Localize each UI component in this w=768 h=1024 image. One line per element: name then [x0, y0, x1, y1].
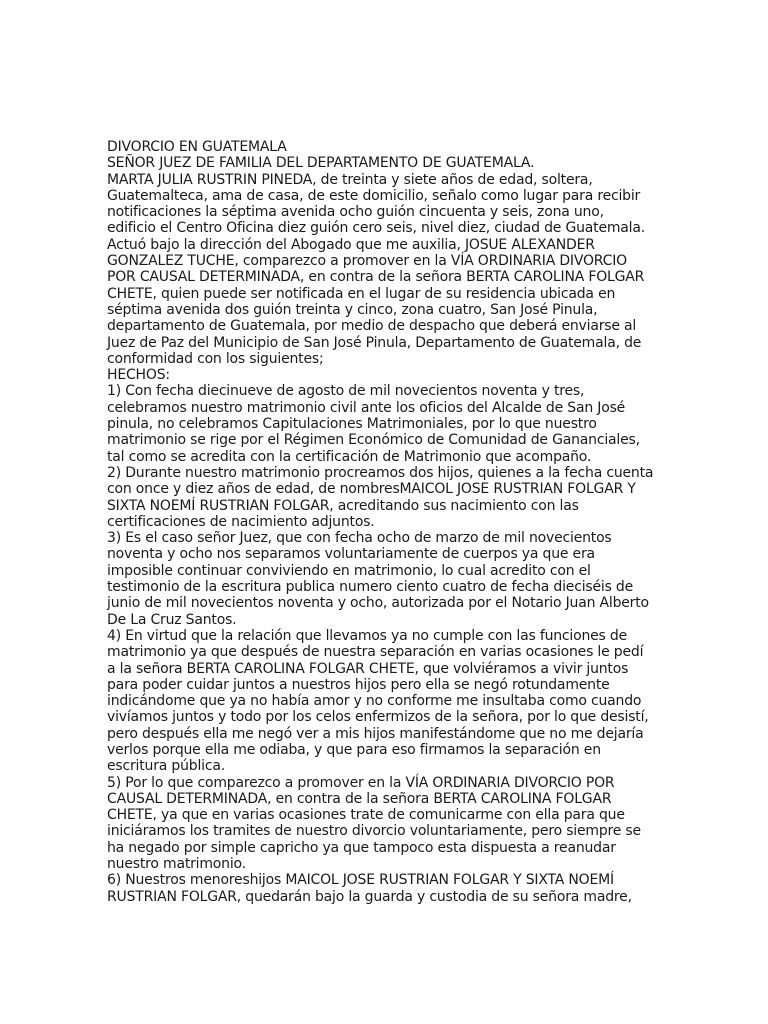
document-line: 6) Nuestros menoreshijos MAICOL JOSE RUSTRIAN FOLGAR Y SIXTA NOEMÍ	[107, 872, 614, 889]
document-line: séptima avenida dos guión treinta y cinco, zona cuatro, San José Pinula,	[107, 301, 598, 318]
document-line: noventa y ocho nos separamos voluntariamente de cuerpos ya que era	[107, 546, 595, 563]
document-line: tal como se acredita con la certificación de Matrimonio que acompaño.	[107, 448, 592, 465]
document-body	[107, 139, 667, 905]
document-line: imposible continuar conviviendo en matrimonio, lo cual acredito con el	[107, 562, 591, 579]
document-line: matrimonio ya que después de nuestra separación en varias ocasiones le pedí	[107, 644, 644, 661]
document-line: notificaciones la séptima avenida ocho guión cincuenta y seis, zona uno,	[107, 204, 604, 221]
document-line: 3) Es el caso señor Juez, que con fecha ocho de marzo de mil novecientos	[107, 530, 612, 547]
document-line: nuestro matrimonio.	[107, 856, 246, 873]
document-line: indicándome que ya no había amor y no conforme me insultaba como cuando	[107, 693, 642, 710]
section-heading-hechos: HECHOS:	[107, 367, 170, 384]
document-line: SIXTA NOEMÍ RUSTRIAN FOLGAR, acreditando sus nacimiento con las	[107, 497, 579, 514]
document-line: para poder cuidar juntos a nuestros hijos pero ella se negó rotundamente	[107, 676, 610, 693]
document-line: testimonio de la escritura publica numero ciento cuatro de fecha dieciséis de	[107, 579, 634, 596]
document-line: MARTA JULIA RUSTRIN PINEDA, de treinta y siete años de edad, soltera,	[107, 171, 593, 188]
document-line: ha negado por simple capricho ya que tampoco esta dispuesta a reanudar	[107, 839, 616, 856]
document-line: escritura pública.	[107, 758, 225, 775]
document-line: GONZALEZ TUCHE, comparezco a promover en la VÍA ORDINARIA DIVORCIO	[107, 253, 627, 270]
document-line: junio de mil novecientos noventa y ocho, autorizada por el Notario Juan Alberto	[107, 595, 649, 612]
document-line: RUSTRIAN FOLGAR, quedarán bajo la guarda y custodia de su señora madre,	[107, 888, 632, 905]
document-line: con once y diez años de edad, de nombresMAICOL JOSE RUSTRIAN FOLGAR Y	[107, 481, 636, 498]
document-line: Actuó bajo la dirección del Abogado que me auxilia, JOSUE ALEXANDER	[107, 236, 595, 253]
document-line: verlos porque ella me odiaba, y que para eso firmamos la separación en	[107, 741, 601, 758]
document-line: CAUSAL DETERMINADA, en contra de la señora BERTA CAROLINA FOLGAR	[107, 790, 612, 807]
document-line: matrimonio se rige por el Régimen Económico de Comunidad de Gananciales,	[107, 432, 640, 449]
document-line: POR CAUSAL DETERMINADA, en contra de la señora BERTA CAROLINA FOLGAR	[107, 269, 645, 286]
document-line: CHETE, ya que en varias ocasiones trate de comunicarme con ella para que	[107, 807, 625, 824]
document-line: departamento de Guatemala, por medio de despacho que deberá enviarse al	[107, 318, 637, 335]
document-line: pinula, no celebramos Capitulaciones Matrimoniales, por lo que nuestro	[107, 416, 597, 433]
document-line: De La Cruz Santos.	[107, 611, 237, 628]
document-line: Guatemalteca, ama de casa, de este domicilio, señalo como lugar para recibir	[107, 187, 641, 204]
document-line: pero después ella me negó ver a mis hijos manifestándome que no me dejaría	[107, 725, 644, 742]
document-line: 5) Por lo que comparezco a promover en la VÍA ORDINARIA DIVORCIO POR	[107, 774, 615, 791]
document-line: CHETE, quien puede ser notificada en el lugar de su residencia ubicada en	[107, 285, 616, 302]
document-line: 4) En virtud que la relación que llevamos ya no cumple con las funciones de	[107, 627, 628, 644]
document-line: conformidad con los siguientes;	[107, 350, 324, 367]
document-line: iniciáramos los tramites de nuestro divorcio voluntariamente, pero siempre se	[107, 823, 641, 840]
document-line: edificio el Centro Oficina diez guión cero seis, nivel diez, ciudad de Guatemala.	[107, 220, 645, 237]
document-line: 1) Con fecha diecinueve de agosto de mil novecientos noventa y tres,	[107, 383, 585, 400]
document-line: a la señora BERTA CAROLINA FOLGAR CHETE, que volviéramos a vivir juntos	[107, 660, 629, 677]
addressee-line: SEÑOR JUEZ DE FAMILIA DEL DEPARTAMENTO DE GUATEMALA.	[107, 155, 535, 172]
document-title: DIVORCIO EN GUATEMALA	[107, 139, 287, 155]
document-line: Juez de Paz del Municipio de San José Pinula, Departamento de Guatemala, de	[107, 334, 642, 351]
document-line: certificaciones de nacimiento adjuntos.	[107, 513, 375, 530]
document-line: celebramos nuestro matrimonio civil ante los oficios del Alcalde de San José	[107, 399, 626, 416]
document-line: 2) Durante nuestro matrimonio procreamos dos hijos, quienes a la fecha cuenta	[107, 464, 654, 481]
document-line: vivíamos juntos y todo por los celos enfermizos de la señora, por lo que desistí,	[107, 709, 649, 726]
